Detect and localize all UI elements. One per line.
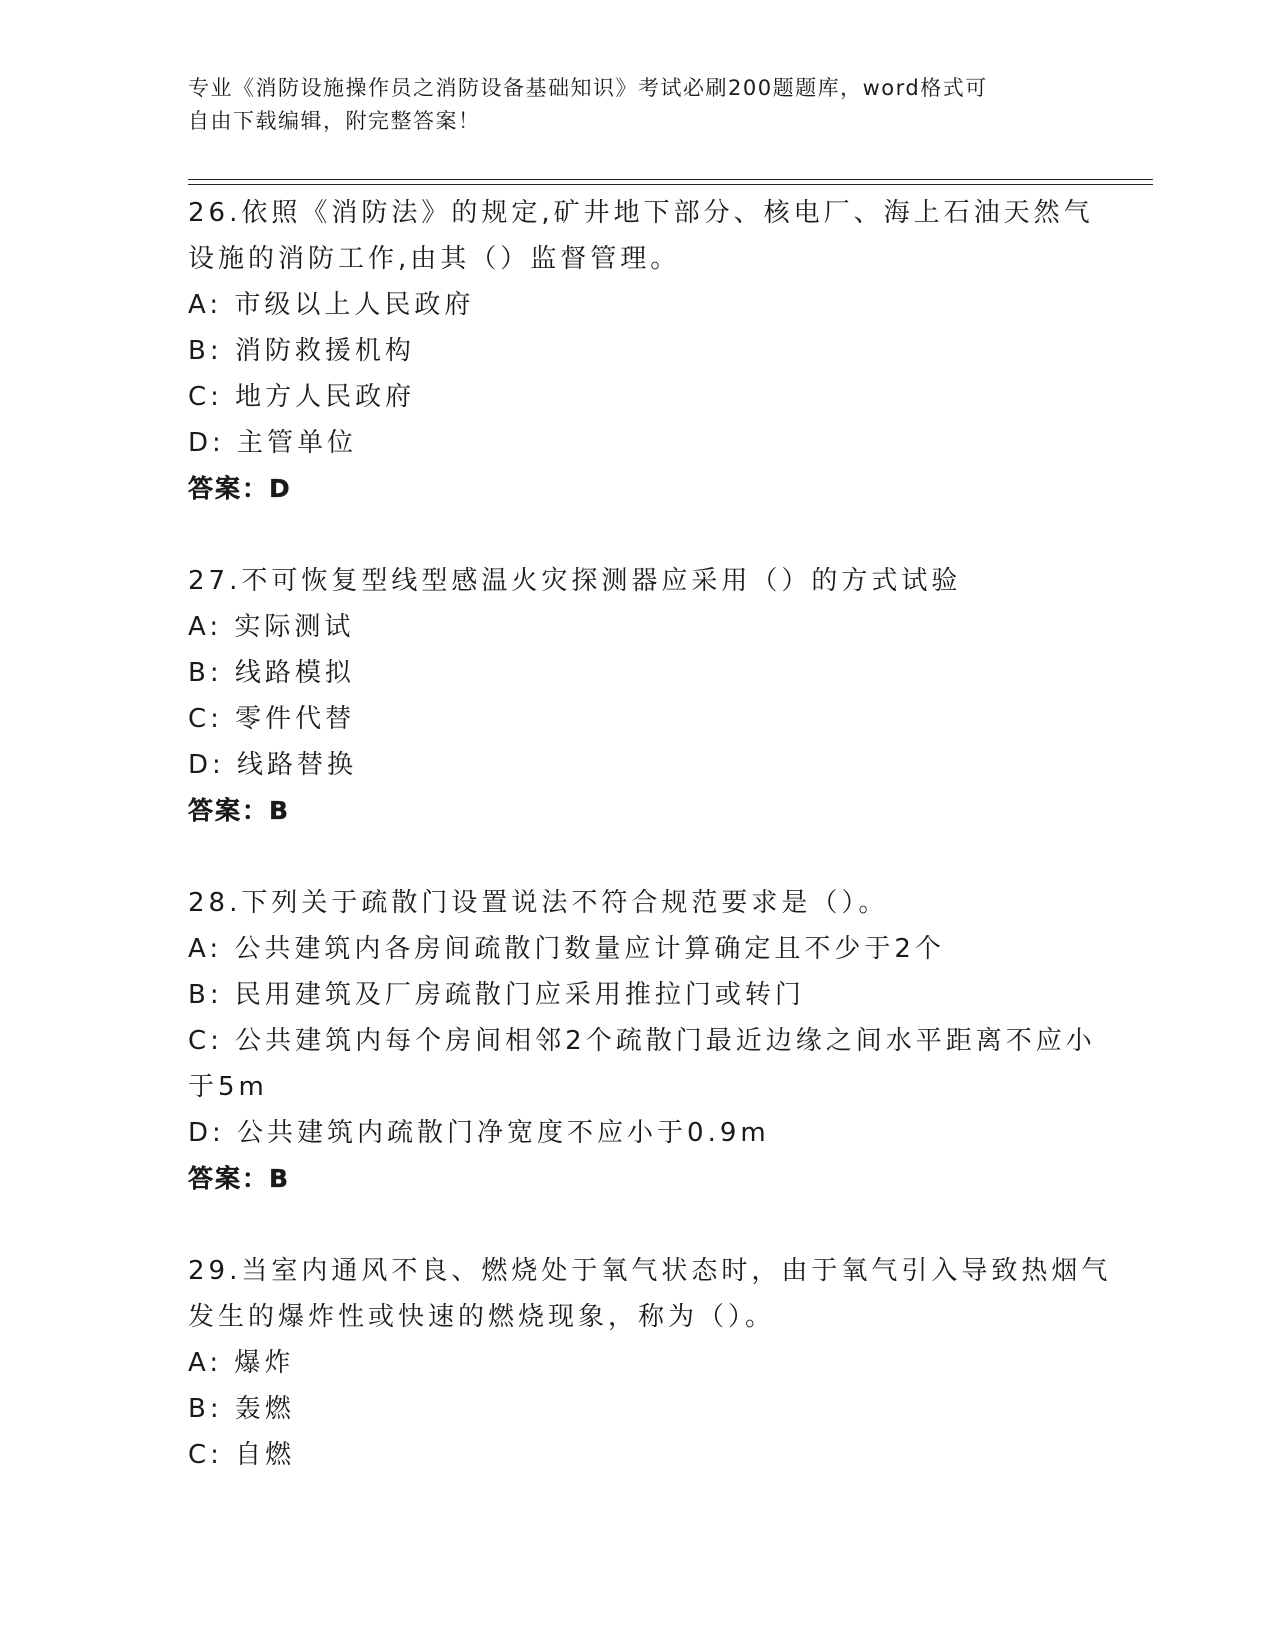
option-b: B: 轰燃 [188,1394,295,1424]
header-line-1: 专业《消防设施操作员之消防设备基础知识》考试必刷200题题库，word格式可 [188,76,988,100]
question-26 [188,190,1094,512]
option-c: C: 自燃 [188,1440,296,1470]
header-divider-top [188,179,1153,180]
option-a: A: 爆炸 [188,1348,295,1378]
question-stem: 28.下列关于疏散门设置说法不符合规范要求是（）。 [188,888,889,918]
question-stem: 27.不可恢复型线型感温火灾探测器应采用（）的方式试验 [188,566,962,596]
option-c-continued: 于5m [188,1072,268,1102]
spacer [188,1202,1088,1248]
question-stem: 发生的爆炸性或快速的燃烧现象，称为（）。 [188,1302,776,1332]
option-b: B: 线路模拟 [188,658,355,688]
answer-label: 答案：D [188,474,292,503]
option-d: D: 公共建筑内疏散门净宽度不应小于0.9m [188,1118,770,1148]
question-stem: 26.依照《消防法》的规定,矿井地下部分、核电厂、海上石油天然气 [188,198,1094,228]
option-c: C: 零件代替 [188,704,356,734]
question-27 [188,558,1088,834]
answer-label: 答案：B [188,1164,291,1193]
question-stem: 29.当室内通风不良、燃烧处于氧气状态时，由于氧气引入导致热烟气 [188,1256,1112,1286]
header-line-2: 自由下载编辑，附完整答案！ [188,109,481,133]
spacer [188,512,1088,558]
header-divider-bottom [188,184,1153,185]
option-c: C: 地方人民政府 [188,382,416,412]
answer-label: 答案：B [188,796,291,825]
spacer [188,834,1088,880]
option-b: B: 消防救援机构 [188,336,415,366]
question-stem: 设施的消防工作,由其（）监督管理。 [188,244,681,274]
option-d: D: 线路替换 [188,750,358,780]
option-d: D: 主管单位 [188,428,358,458]
option-a: A: 市级以上人民政府 [188,290,475,320]
option-c: C: 公共建筑内每个房间相邻2个疏散门最近边缘之间水平距离不应小 [188,1026,1096,1056]
option-a: A: 实际测试 [188,612,355,642]
question-list [188,190,1112,1478]
question-28 [188,880,1096,1202]
document-header [188,72,1068,138]
question-29 [188,1248,1112,1478]
option-b: B: 民用建筑及厂房疏散门应采用推拉门或转门 [188,980,805,1010]
option-a: A: 公共建筑内各房间疏散门数量应计算确定且不少于2个 [188,934,945,964]
